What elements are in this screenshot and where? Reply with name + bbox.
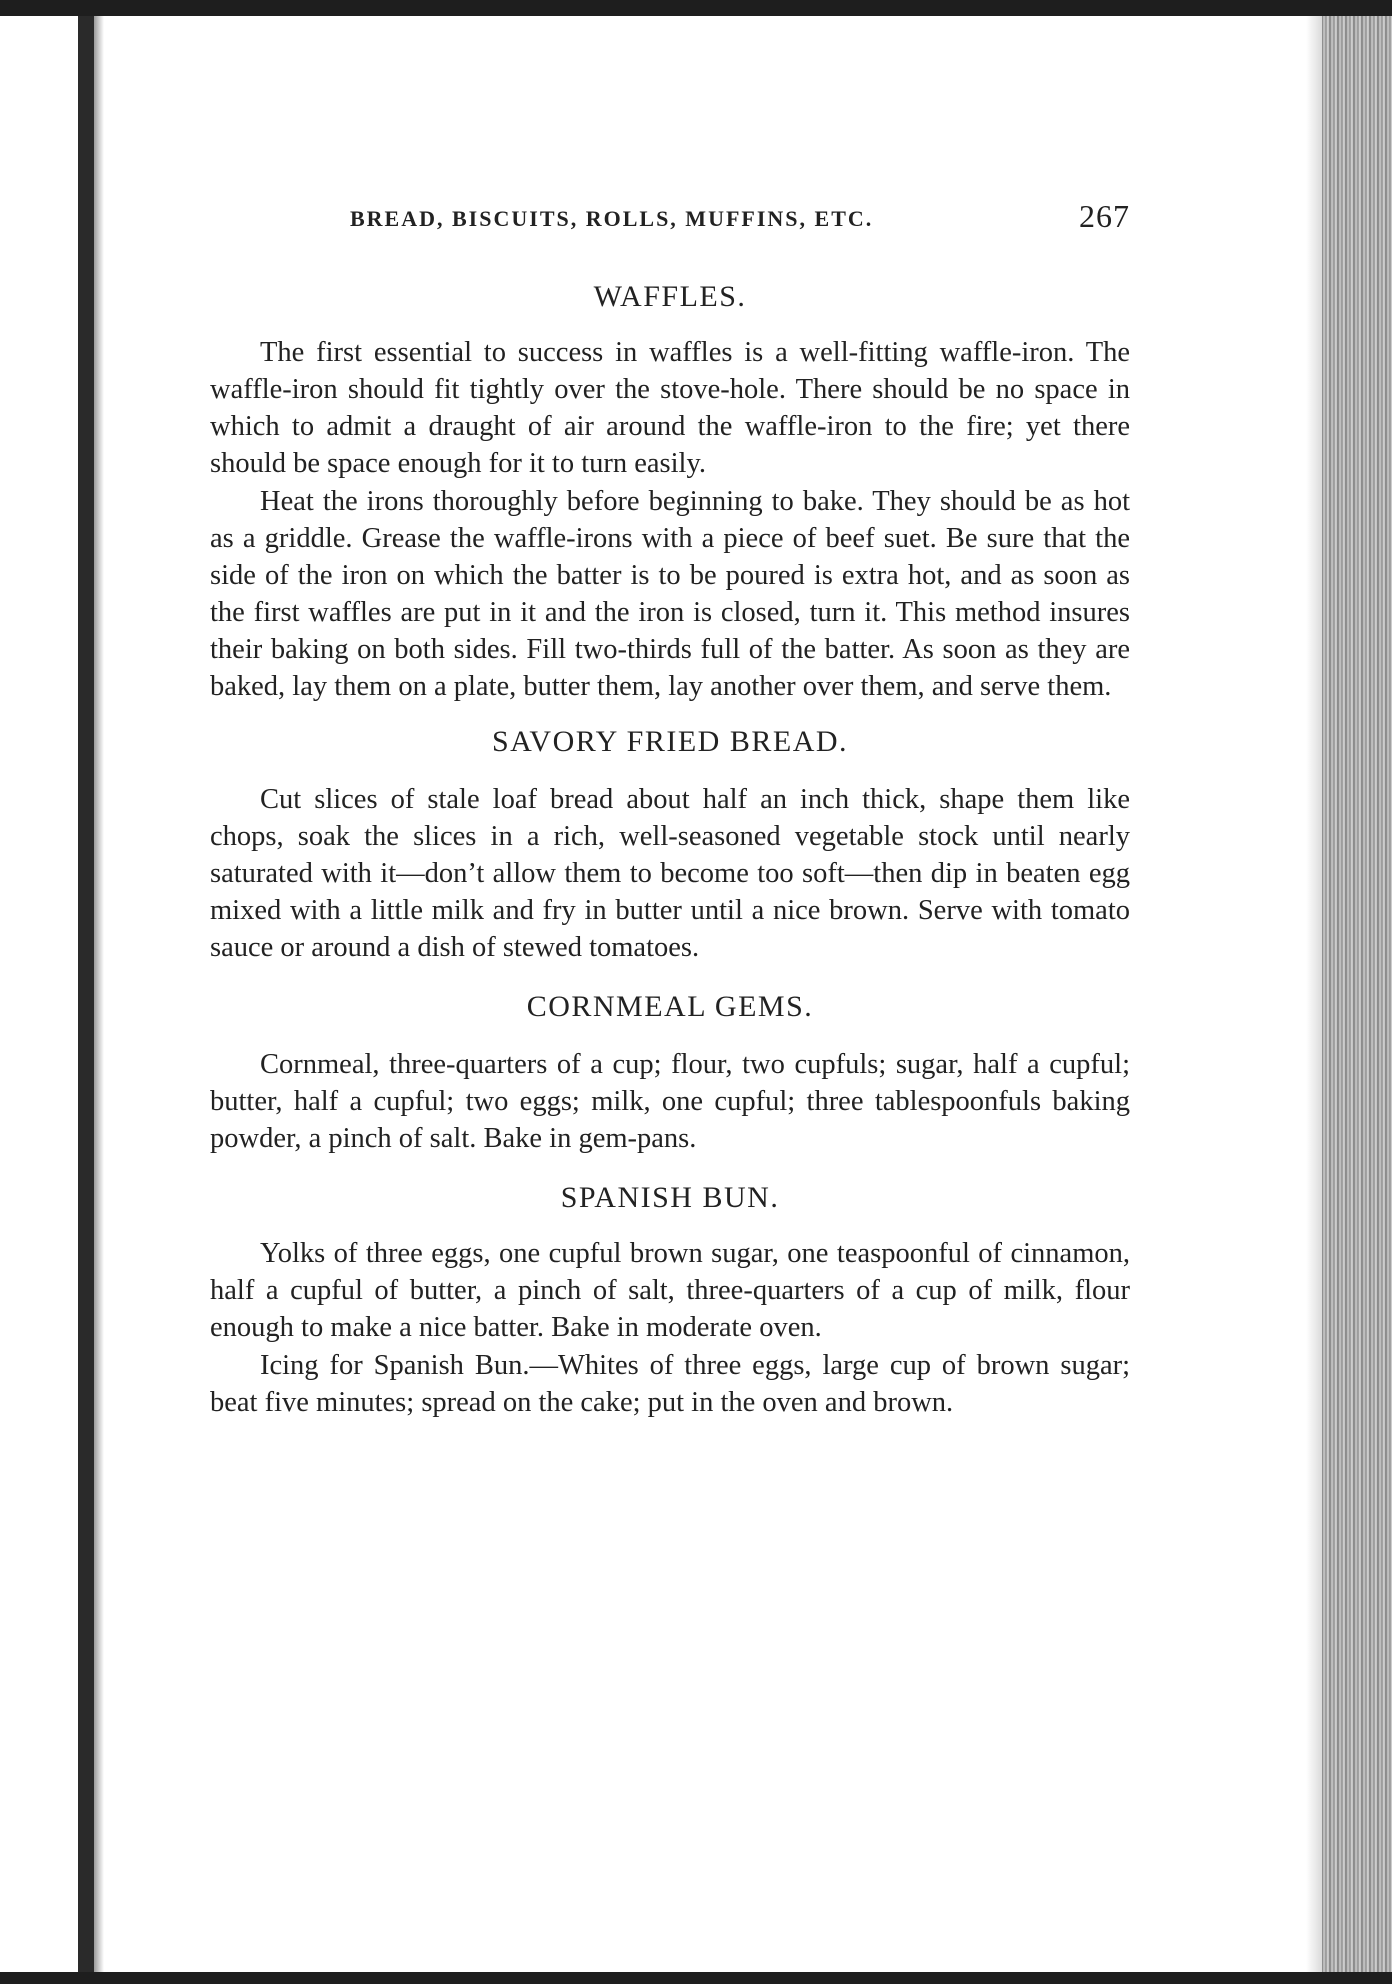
page-fore-edge: [1322, 16, 1392, 1972]
section-heading-waffles: WAFFLES.: [593, 280, 747, 313]
spanish-bun-paragraph-1: Yolks of three eggs, one cupful brown sugar, one teaspoonful of cinnamon, half a cupful of butter, a pinch of salt, three-quarters of a cup of milk, flour enough to make a nice batter. Bake in moderate oven.: [210, 1238, 1130, 1343]
book-spine: [78, 16, 94, 1972]
savory-fried-bread-paragraph: Cut slices of stale loaf bread about half an inch thick, shape them like chops, soak the slices in a rich, well-seasoned vegetable stock until nearly saturated with it—don’t allow them to become too soft—then dip in beaten egg mixed with a little milk and fry in butter until a nice brown. Serve with tomato sauce or around a dish of stewed tomatoes.: [210, 784, 1130, 963]
running-head: [210, 196, 1130, 240]
cornmeal-gems-paragraph: Cornmeal, three-quarters of a cup; flour, two cupfuls; sugar, half a cupful; butter, half a cupful; two eggs; milk, one cupful; three tablespoonfuls baking powder, a pinch of salt. Bake in gem-pans.: [210, 1049, 1130, 1154]
section-heading-savory-fried-bread: SAVORY FRIED BREAD.: [491, 725, 849, 758]
running-head-title: BREAD, BISCUITS, ROLLS, MUFFINS, ETC.: [350, 206, 874, 231]
spanish-bun-icing-paragraph: Icing for Spanish Bun.—Whites of three eggs, large cup of brown sugar; beat five minutes; spread on the cake; put in the oven and brown.: [210, 1350, 1130, 1418]
waffles-paragraph-1: The first essential to success in waffles is a well-fitting waffle-iron. The waffle-iron should fit tightly over the stove-hole. There should be no space in which to admit a draught of air around the waffle-iron to the fire; yet there should be space enough for it to turn easily.: [210, 337, 1130, 479]
spine-shadow: [94, 16, 104, 1972]
waffles-paragraph-2: Heat the irons thoroughly before beginning to bake. They should be as hot as a griddle. Grease the waffle-irons with a piece of beef suet. Be sure that the side of the iron on which the batter is to be poured is extra hot, and as soon as the first waffles are put in it and the iron is closed, turn it. This method insures their baking on both sides. Fill two-thirds full of the batter. As soon as they are baked, lay them on a plate, butter them, lay another over them, and serve them.: [210, 486, 1130, 702]
book-page: [210, 196, 1130, 1421]
scan-bottom-edge: [0, 1972, 1392, 1984]
page-number: 267: [1079, 198, 1130, 234]
section-heading-cornmeal-gems: CORNMEAL GEMS.: [526, 990, 814, 1023]
facing-page-edge: [0, 16, 82, 1972]
scan-top-edge: [0, 0, 1392, 16]
section-heading-spanish-bun: SPANISH BUN.: [560, 1181, 780, 1214]
